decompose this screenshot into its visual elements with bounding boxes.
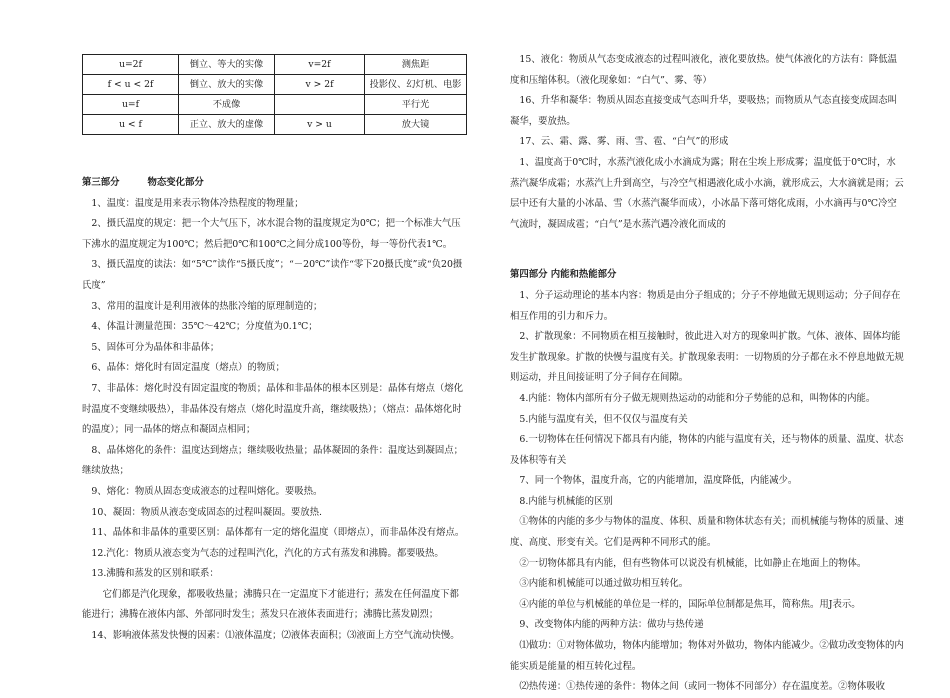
paragraph: 3、摄氏温度的读法：如“5℃”读作“5摄氏度”；“－20℃”读作“零下20摄氏度”或“负20摄氏度”: [82, 259, 463, 291]
table-row: [83, 95, 467, 115]
table-row: [83, 75, 467, 95]
table-cell: v > u: [275, 115, 365, 135]
paragraph: 14、影响液体蒸发快慢的因素：⑴液体温度；⑵液体表面积；⑶液面上方空气流动快慢。: [91, 630, 460, 642]
table-row: [83, 115, 467, 135]
table-cell: 倒立、放大的实像: [179, 75, 275, 95]
heading-title: 物态变化部分: [147, 177, 204, 188]
paragraph: ④内能的单位与机械能的单位是一样的，国际单位制都是焦耳，简称焦。用J表示。: [519, 598, 861, 610]
table-cell: 倒立、等大的实像: [179, 55, 275, 75]
paragraph: 1、温度：温度是用来表示物体冷热程度的物理量；: [91, 197, 304, 209]
paragraph: 它们都是汽化现象，都吸收热量；沸腾只在一定温度下才能进行；蒸发在任何温度下都能进行；沸腾在液体内部、外部同时发生；蒸发只在液体表面进行；沸腾比蒸发剧烈；: [82, 588, 459, 621]
paragraph: 1、温度高于0℃时，水蒸汽液化成小水滴成为露；附在尘埃上形成雾；温度低于0℃时，水蒸汽凝华成霜；水蒸汽上升到高空，与冷空气相遇液化成小水滴，就形成云，大水滴就是雨；云层中还有大量的小冰晶、雪（水蒸汽凝华而成），小冰晶下落可熔化成雨，小水滴再与0℃冷空气流时，凝固成雹；“白气”是水蒸汽遇冷液化而成的: [510, 156, 904, 230]
table-cell: 投影仪、幻灯机、电影: [365, 75, 467, 95]
paragraph: 11、晶体和非晶体的重要区别：晶体都有一定的熔化温度（即熔点），而非晶体没有熔点。: [91, 527, 465, 539]
paragraph: 12.汽化：物质从液态变为气态的过程叫汽化，汽化的方式有蒸发和沸腾。都要吸热。: [91, 547, 444, 559]
paragraph: 15、液化：物质从气态变成液态的过程叫液化，液化要放热。使气体液化的方法有：降低温度和压缩体积。（液化现象如：“白气”、雾、等）: [510, 54, 897, 86]
paragraph: ⑴做功：①对物体做功，物体内能增加；物体对外做功，物体内能减少。②做功改变物体的内能实质是能量的相互转化过程。: [510, 640, 904, 672]
lens-imaging-table: [82, 54, 467, 135]
table-row: [83, 55, 467, 75]
table-cell: u=f: [83, 95, 179, 115]
paragraph: 17、云、霜、露、雾、雨、雪、雹、“白气”的形成: [519, 136, 729, 148]
paragraph: 6.一切物体在任何情况下都具有内能，物体的内能与温度有关，还与物体的质量、温度、状态及体积等有关: [510, 434, 904, 466]
paragraph: 2、摄氏温度的规定：把一个大气压下，冰水混合物的温度规定为0℃；把一个标准大气压下沸水的温度规定为100℃；然后把0℃和100℃之间分成100等份，每一等份代表1℃。: [82, 218, 461, 250]
table-cell: 平行光: [365, 95, 467, 115]
paragraph: 13.沸腾和蒸发的区别和联系：: [91, 568, 219, 580]
paragraph: 9、改变物体内能的两种方法：做功与热传递: [519, 619, 704, 631]
section-heading-part4: 第四部分 内能和热能部分: [510, 269, 617, 281]
paragraph: 6、晶体：熔化时有固定温度（熔点）的物质；: [91, 362, 285, 374]
paragraph: ②一切物体都具有内能，但有些物体可以说没有机械能，比如静止在地面上的物体。: [519, 557, 867, 569]
table-cell: f < u < 2f: [83, 75, 179, 95]
left-column: [82, 50, 467, 647]
paragraph: 8、晶体熔化的条件：温度达到熔点；继续吸收热量；晶体凝固的条件：温度达到凝固点；继续放热；: [82, 444, 463, 477]
table-cell: [275, 95, 365, 115]
paragraph: 1、分子运动理论的基本内容：物质是由分子组成的；分子不停地做无规则运动；分子间存在相互作用的引力和斥力。: [510, 289, 901, 322]
paragraph: 3、常用的温度计是利用液体的热胀冷缩的原理制造的；: [91, 300, 323, 312]
paragraph: 2、扩散现象：不同物质在相互接触时，彼此进入对方的现象叫扩散。气体、液体、固体均能发生扩散现象。扩散的快慢与温度有关。扩散现象表明：一切物质的分子都在永不停息地做无规则运动，并且间接证明了分子间存在间隙。: [510, 331, 904, 384]
paragraph: 7、同一个物体，温度升高，它的内能增加，温度降低，内能减少。: [519, 475, 798, 487]
table-cell: v=2f: [275, 55, 365, 75]
paragraph: ①物体的内能的多少与物体的温度、体积、质量和物体状态有关；而机械能与物体的质量、速度、高度、形变有关。它们是两种不同形式的能。: [510, 516, 904, 549]
paragraph: 5.内能与温度有关，但不仅仅与温度有关: [519, 413, 688, 425]
paragraph: ③内能和机械能可以通过做功相互转化。: [519, 578, 689, 590]
table-cell: u < f: [83, 115, 179, 135]
paragraph: 4.内能：物体内部所有分子做无规则热运动的动能和分子势能的总和，叫物体的内能。: [519, 392, 876, 404]
paragraph: 5、固体可分为晶体和非晶体；: [91, 341, 220, 353]
paragraph: 4、体温计测量范围：35℃～42℃；分度值为0.1℃；: [91, 321, 318, 333]
paragraph: ⑵热传递：①热传递的条件：物体之间（或同一物体不同部分）存在温度差。②物体吸收: [519, 681, 886, 693]
table-cell: 放大镜: [365, 115, 467, 135]
table-cell: 正立、放大的虚像: [179, 115, 275, 135]
table-cell: u=2f: [83, 55, 179, 75]
heading-part-label: 第三部分: [82, 177, 120, 188]
paragraph: 8.内能与机械能的区别: [519, 495, 613, 507]
paragraph: 9、熔化：物质从固态变成液态的过程叫熔化。要吸热。: [91, 485, 323, 497]
paragraph: 10、凝固：物质从液态变成固态的过程叫凝固。要放热.: [91, 506, 322, 518]
section-heading-part3: [82, 173, 467, 194]
table-cell: v > 2f: [275, 75, 365, 95]
right-column: [510, 50, 905, 698]
paragraph: 7、非晶体：熔化时没有固定温度的物质；晶体和非晶体的根本区别是：晶体有熔点（熔化时温度不变继续吸热），非晶体没有熔点（熔化时温度升高，继续吸热）；（熔点：晶体熔化时的温度）；同一晶体的熔点和凝固点相同；: [82, 382, 463, 436]
table-cell: 不成像: [179, 95, 275, 115]
table-cell: 测焦距: [365, 55, 467, 75]
paragraph: 16、升华和凝华：物质从固态直接变成气态叫升华，要吸热；而物质从气态直接变成固态叫凝华，要放热。: [510, 95, 897, 127]
